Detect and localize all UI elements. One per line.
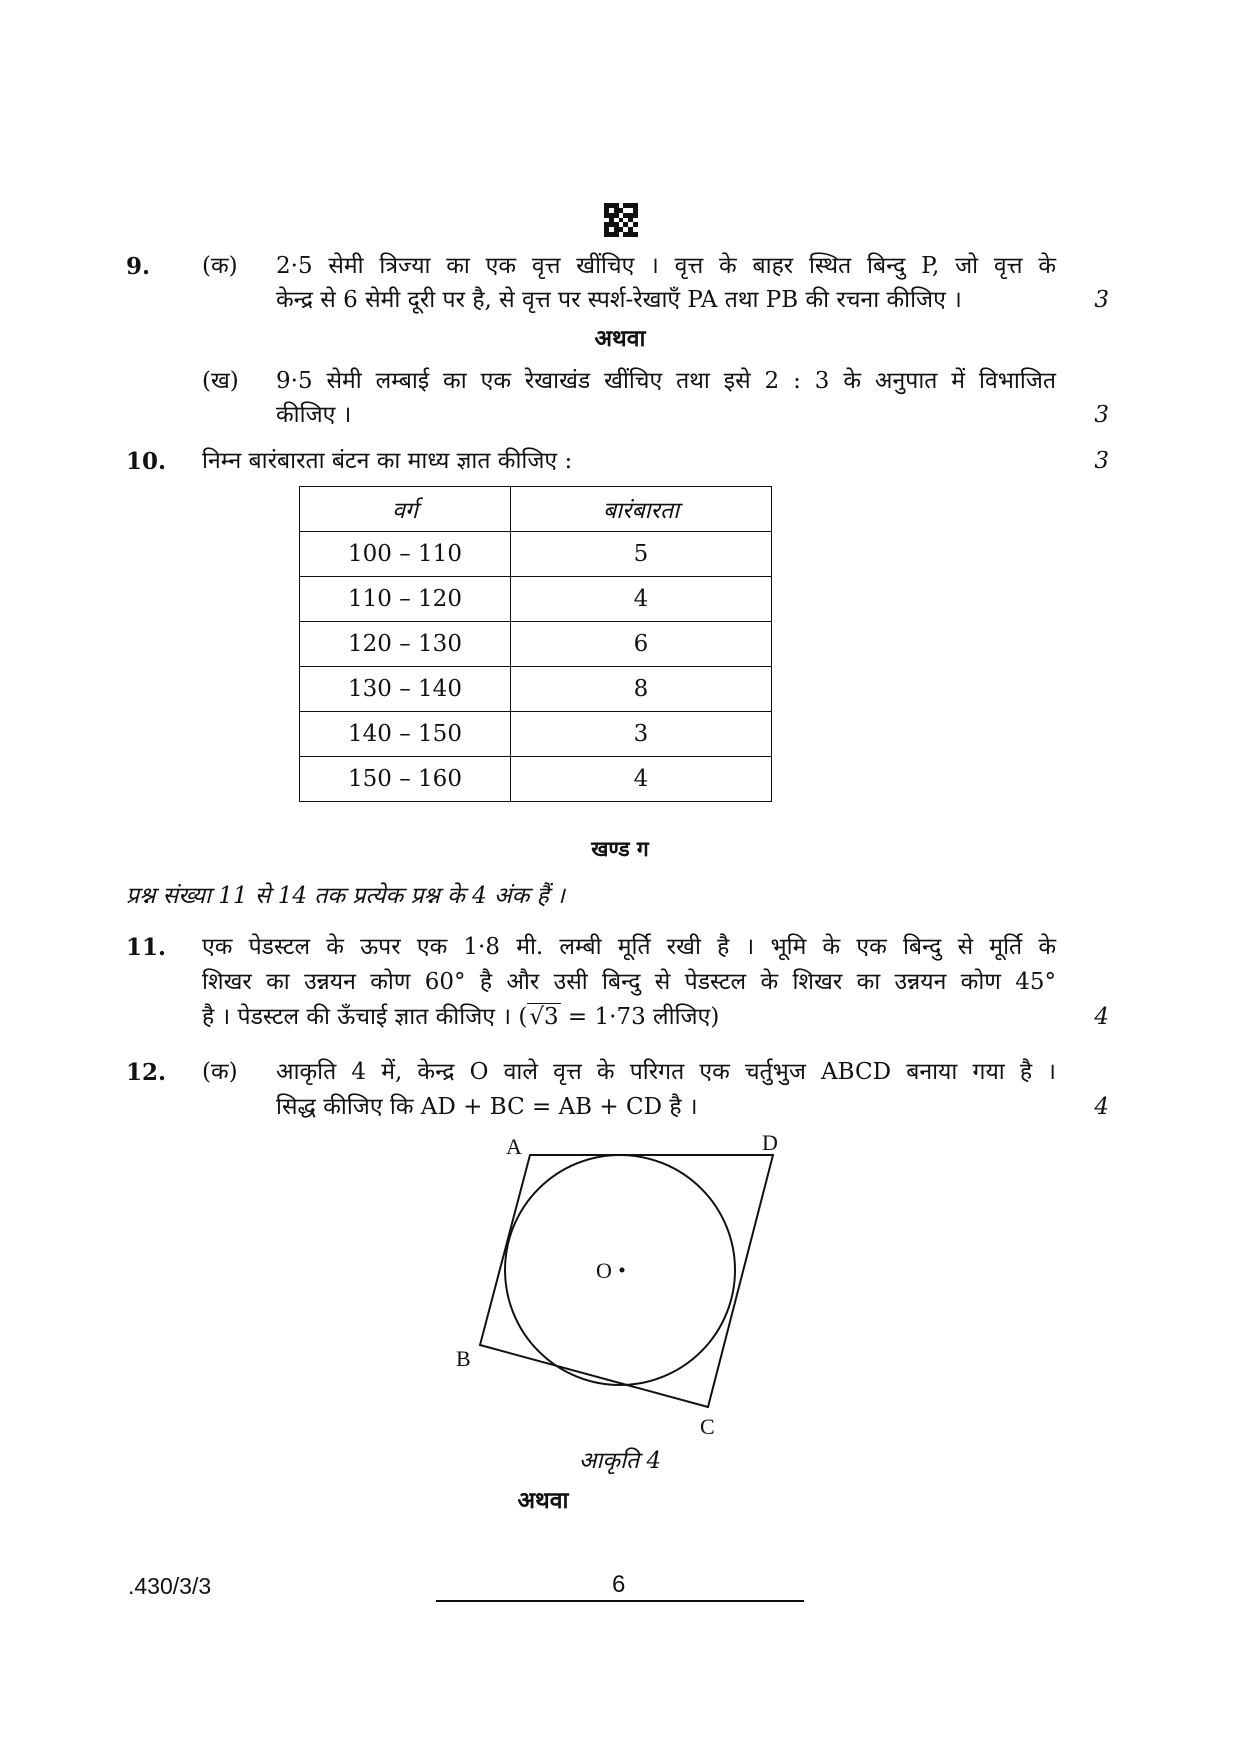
vertex-label-d: D <box>762 1130 778 1155</box>
vertex-label-c: C <box>700 1414 715 1439</box>
question-number: 12. <box>126 1059 167 1086</box>
table-cell: 4 <box>511 577 772 622</box>
question-text-line: सिद्ध कीजिए कि AD + BC = AB + CD है । <box>276 1094 698 1120</box>
paper-code: .430/3/3 <box>128 1573 212 1599</box>
section-instruction: प्रश्न संख्या 11 से 14 तक प्रत्येक प्रश्न के 4 अंक हैं । <box>126 883 565 909</box>
table-cell: 140 – 150 <box>300 712 511 757</box>
question-text-line: 2·5 सेमी त्रिज्या का एक वृत्त खींचिए । वृत्त के बाहर स्थित बिन्दु P, जो वृत्त के <box>276 253 1056 279</box>
marks: 4 <box>1094 1094 1109 1120</box>
center-label-o: O <box>596 1258 612 1283</box>
section-title: खण्ड ग <box>591 837 649 861</box>
table-row <box>300 532 772 577</box>
table-row <box>300 667 772 712</box>
or-separator: अथवा <box>594 325 646 352</box>
option-label: (क) <box>202 1059 238 1085</box>
table-row <box>300 577 772 622</box>
option-label: (क) <box>202 253 238 279</box>
table-cell: 8 <box>511 667 772 712</box>
question-number: 9. <box>126 253 151 280</box>
marks: 4 <box>1094 1004 1109 1030</box>
table-cell: 5 <box>511 532 772 577</box>
frequency-table <box>299 486 772 802</box>
table-cell: 100 – 110 <box>300 532 511 577</box>
figure-4-diagram <box>440 1120 800 1450</box>
vertex-label-a: A <box>506 1134 522 1159</box>
question-text-line: केन्द्र से 6 सेमी दूरी पर है, से वृत्त पर स्पर्श-रेखाएँ PA तथा PB की रचना कीजिए । <box>276 287 962 313</box>
table-cell: 6 <box>511 622 772 667</box>
table-cell: 3 <box>511 712 772 757</box>
question-text: निम्न बारंबारता बंटन का माध्य ज्ञात कीजिए : <box>202 448 573 474</box>
text-part: है । पेडस्टल की ऊँचाई ज्ञात कीजिए । ( <box>202 1004 528 1030</box>
footer-divider <box>436 1600 804 1602</box>
center-point <box>620 1268 625 1273</box>
marks: 3 <box>1094 448 1109 474</box>
vertex-label-b: B <box>456 1346 471 1371</box>
text-part: = 1·73 लीजिए) <box>560 1004 720 1030</box>
or-separator: अथवा <box>517 1487 569 1514</box>
sqrt-expression: √3 <box>529 1004 559 1030</box>
table-row <box>300 712 772 757</box>
table-header-row <box>300 487 772 532</box>
column-header-frequency: बारंबारता <box>511 487 772 532</box>
table-cell: 150 – 160 <box>300 757 511 802</box>
qr-code-icon <box>604 203 638 237</box>
question-number: 10. <box>126 448 167 475</box>
question-text-line: कीजिए । <box>276 402 352 428</box>
column-header-class: वर्ग <box>300 487 511 532</box>
table-cell: 120 – 130 <box>300 622 511 667</box>
table-cell: 130 – 140 <box>300 667 511 712</box>
question-number: 11. <box>126 934 167 961</box>
question-text-line: 9·5 सेमी लम्बाई का एक रेखाखंड खींचिए तथा इसे 2 : 3 के अनुपात में विभाजित <box>276 368 1056 394</box>
question-text-line: एक पेडस्टल के ऊपर एक 1·8 मी. लम्बी मूर्ति रखी है । भूमि के एक बिन्दु से मूर्ति के <box>202 934 1056 960</box>
table-row <box>300 757 772 802</box>
question-text-line <box>202 1000 719 1034</box>
table-row <box>300 622 772 667</box>
marks: 3 <box>1094 402 1109 428</box>
table-cell: 110 – 120 <box>300 577 511 622</box>
question-text-line: आकृति 4 में, केन्द्र O वाले वृत्त के परिगत एक चर्तुभुज ABCD बनाया गया है । <box>276 1059 1056 1085</box>
page-number: 6 <box>612 1571 626 1598</box>
marks: 3 <box>1094 287 1109 313</box>
table-cell: 4 <box>511 757 772 802</box>
question-text-line: शिखर का उन्नयन कोण 60° है और उसी बिन्दु से पेडस्टल के शिखर का उन्नयन कोण 45° <box>202 969 1056 995</box>
figure-caption: आकृति 4 <box>578 1448 662 1474</box>
quadrilateral-abcd <box>480 1155 773 1407</box>
option-label: (ख) <box>202 368 239 394</box>
